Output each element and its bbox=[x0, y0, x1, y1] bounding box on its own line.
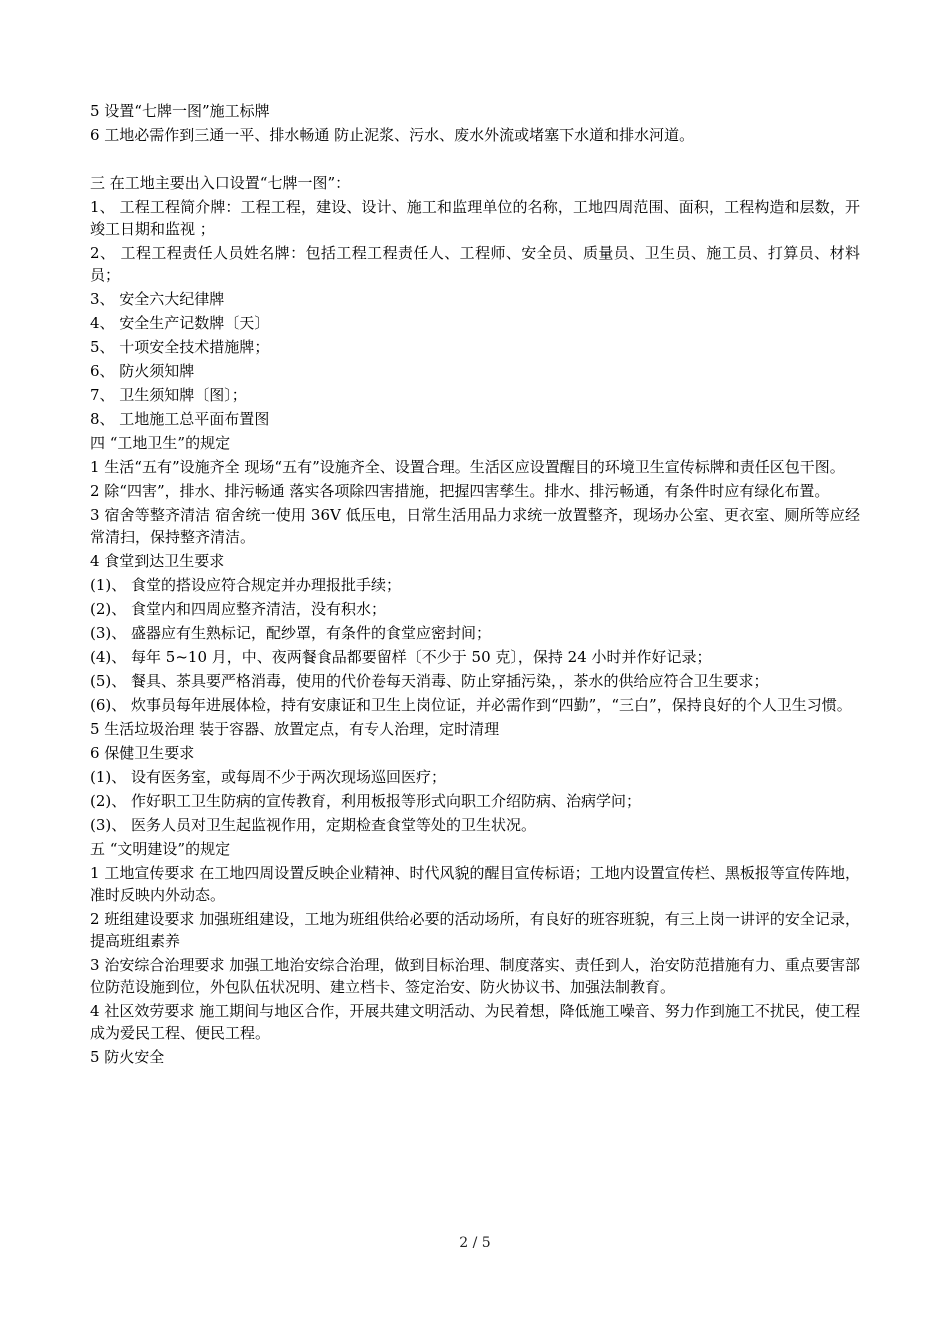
text-paragraph: (4)、 每年 5~10 月，中、夜两餐食品都要留样〔不少于 50 克〕，保持 24 小时并作好记录； bbox=[90, 648, 712, 666]
text-paragraph: (3)、 医务人员对卫生起监视作用，定期检查食堂等处的卫生状况。 bbox=[90, 816, 537, 834]
text-paragraph: 1 工地宣传要求 在工地四周设置反映企业精神、时代风貌的醒目宣传标语；工地内设置宣传栏、黑板报等宣传阵地，准时反映内外动态。 bbox=[90, 864, 860, 904]
text-paragraph: 6 保健卫生要求 bbox=[90, 744, 195, 762]
text-paragraph: 5 设置“七牌一图”施工标牌 bbox=[90, 102, 270, 120]
text-paragraph: (2)、 食堂内和四周应整齐清洁，没有积水； bbox=[90, 600, 387, 618]
text-paragraph: 四 “工地卫生”的规定 bbox=[90, 434, 231, 452]
text-paragraph: (1)、 设有医务室，或每周不少于两次现场巡回医疗； bbox=[90, 768, 447, 786]
text-paragraph: (6)、 炊事员每年进展体检，持有安康证和卫生上岗位证，并必需作到“四勤”，“三白”，保持良好的个人卫生习惯。 bbox=[90, 696, 852, 714]
text-paragraph: 3 治安综合治理要求 加强工地治安综合治理，做到目标治理、制度落实、责任到人，治安防范措施有力、重点要害部位防范设施到位，外包队伍状况明、建立档卡、签定治安、防火协议书、加强法制教育。 bbox=[90, 956, 860, 996]
text-paragraph: 3、 安全六大纪律牌 bbox=[90, 290, 225, 308]
text-paragraph: 5 防火安全 bbox=[90, 1048, 165, 1066]
text-paragraph: 2 班组建设要求 加强班组建设，工地为班组供给必要的活动场所，有良好的班容班貌，有三上岗一讲评的安全记录，提高班组素养 bbox=[90, 910, 860, 950]
text-paragraph: 6 工地必需作到三通一平、排水畅通 防止泥浆、污水、废水外流或堵塞下水道和排水河道。 bbox=[90, 126, 695, 144]
document-body bbox=[90, 100, 860, 1070]
page-number: 2 / 5 bbox=[459, 1235, 491, 1251]
text-paragraph: (2)、 作好职工卫生防病的宣传教育，利用板报等形式向职工介绍防病、治病学问； bbox=[90, 792, 642, 810]
text-paragraph: 4、 安全生产记数牌〔天〕 bbox=[90, 314, 270, 332]
text-paragraph: 五 “文明建设”的规定 bbox=[90, 840, 231, 858]
text-paragraph: 1、 工程工程简介牌：工程工程，建设、设计、施工和监理单位的名称，工地四周范围、面积，工程构造和层数，开竣工日期和监视 ； bbox=[90, 198, 860, 238]
text-paragraph: 4 食堂到达卫生要求 bbox=[90, 552, 225, 570]
text-paragraph: 5、 十项安全技术措施牌； bbox=[90, 338, 270, 356]
text-paragraph: 1 生活“五有”设施齐全 现场“五有”设施齐全、设置合理。生活区应设置醒目的环境卫生宣传标牌和责任区包干图。 bbox=[90, 458, 845, 476]
text-paragraph: (3)、 盛器应有生熟标记，配纱罩，有条件的食堂应密封间； bbox=[90, 624, 492, 642]
text-paragraph: 4 社区效劳要求 施工期间与地区合作，开展共建文明活动、为民着想，降低施工噪音、努力作到施工不扰民，使工程成为爱民工程、便民工程。 bbox=[90, 1002, 860, 1042]
text-paragraph: 三 在工地主要出入口设置“七牌一图”： bbox=[90, 174, 351, 192]
text-paragraph: 5 生活垃圾治理 装于容器、放置定点，有专人治理，定时清理 bbox=[90, 720, 500, 738]
text-paragraph: 6、 防火须知牌 bbox=[90, 362, 195, 380]
text-paragraph: (5)、 餐具、茶具要严格消毒，使用的代价卷每天消毒、防止穿插污染，，茶水的供给应符合卫生要求； bbox=[90, 672, 769, 690]
text-paragraph: 2 除“四害”，排水、排污畅通 落实各项除四害措施，把握四害孳生。排水、排污畅通，有条件时应有绿化布置。 bbox=[90, 482, 830, 500]
text-paragraph: 7、 卫生须知牌〔图〕； bbox=[90, 386, 247, 404]
text-paragraph: 2、 工程工程责任人员姓名牌：包括工程工程责任人、工程师、安全员、质量员、卫生员、施工员、打算员、材料员； bbox=[90, 244, 860, 284]
text-paragraph: 3 宿舍等整齐清洁 宿舍统一使用 36V 低压电，日常生活用品力求统一放置整齐，现场办公室、更衣室、厕所等应经常清扫，保持整齐清洁。 bbox=[90, 506, 860, 546]
text-paragraph: 8、 工地施工总平面布置图 bbox=[90, 410, 270, 428]
text-paragraph: (1)、 食堂的搭设应符合规定并办理报批手续； bbox=[90, 576, 402, 594]
blank-line bbox=[90, 148, 860, 170]
